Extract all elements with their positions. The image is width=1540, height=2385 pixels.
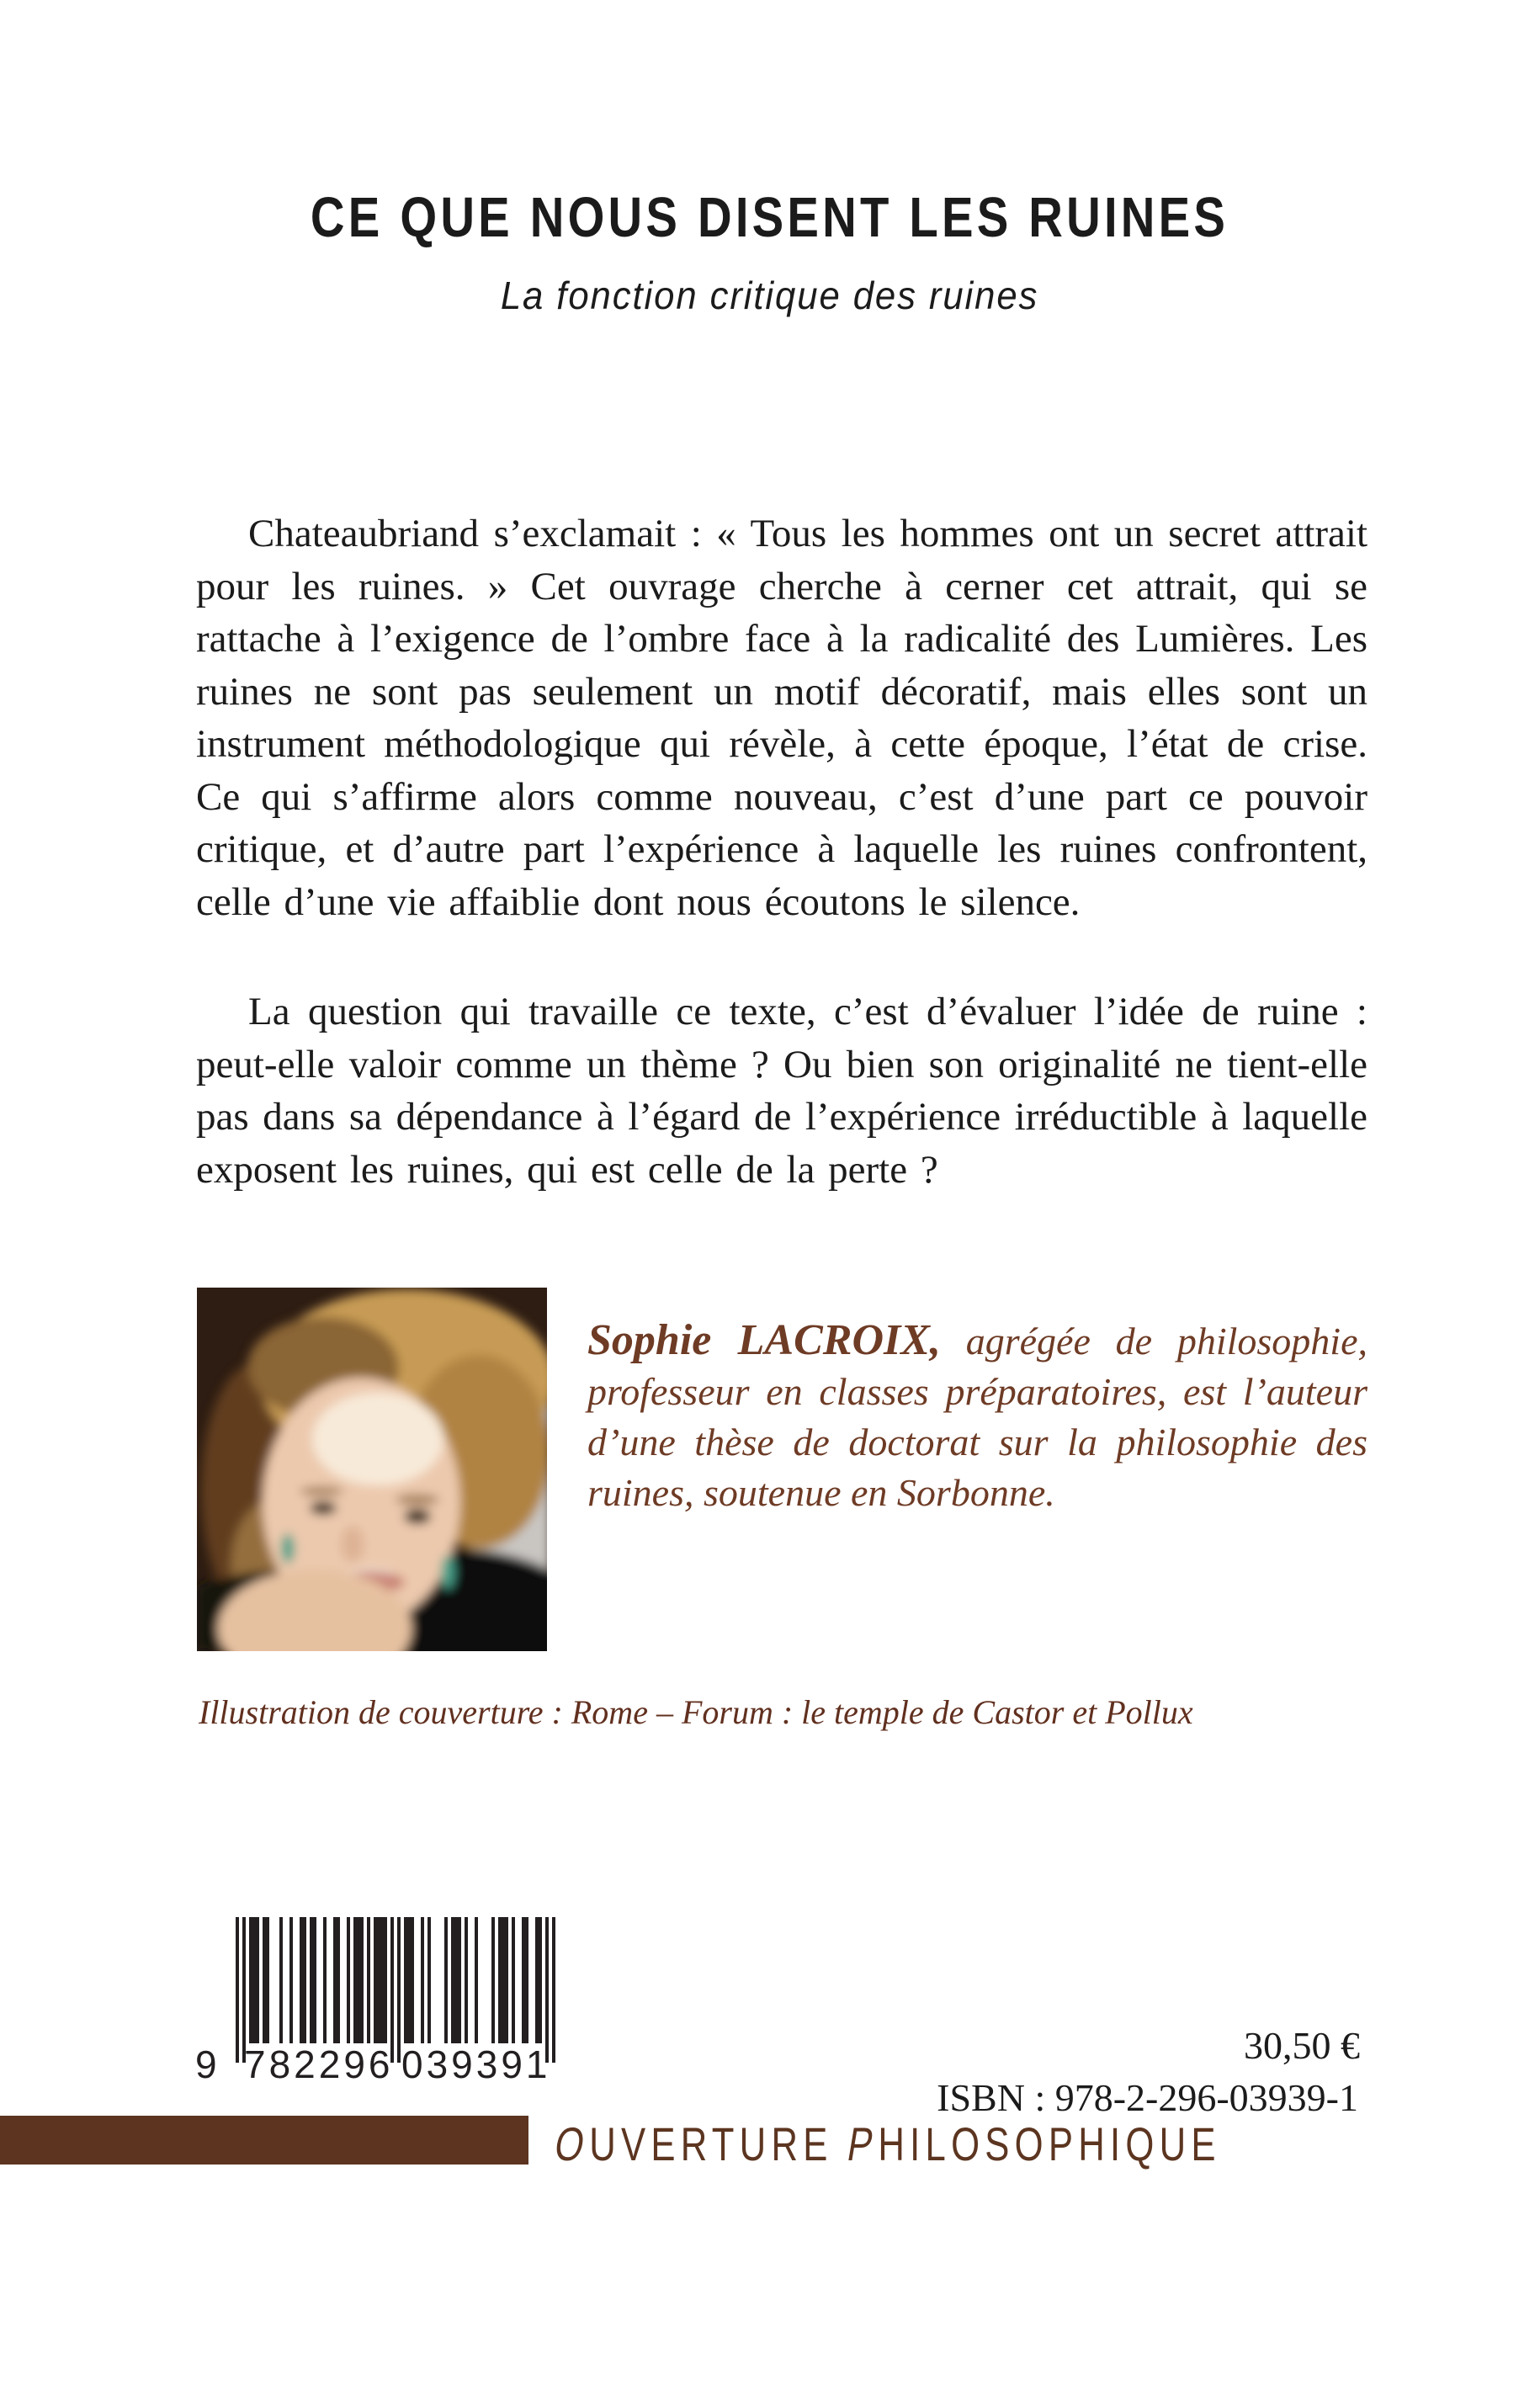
isbn-label: ISBN : 978-2-296-03939-1 xyxy=(937,2076,1358,2119)
barcode-digit-lead: 9 xyxy=(195,2042,220,2086)
author-portrait-illustration xyxy=(197,1288,547,1651)
author-bio xyxy=(587,1315,1367,1518)
price-label: 30,50 € xyxy=(1244,2024,1360,2067)
series-title xyxy=(550,2117,1409,2170)
series-band-rectangle xyxy=(0,2116,528,2165)
barcode-bars xyxy=(236,1917,555,2063)
book-subtitle-text: La fonction critique des ruines xyxy=(501,274,1039,317)
book-title-text: CE QUE NOUS DISENT LES RUINES xyxy=(311,186,1229,249)
author-photo xyxy=(197,1288,547,1651)
book-title xyxy=(0,186,1540,249)
author-bio-text: agrégée de philosophie, professeur en classes préparatoires, est l’auteur d’une thèse de doctorat sur la philosophie des ruines, soutenue en Sorbonne. xyxy=(587,1320,1367,1514)
barcode-digit-group-2: 039391 xyxy=(401,2042,551,2086)
author-name: Sophie LACROIX, xyxy=(587,1316,941,1364)
cover-illustration-caption: Illustration de couverture : Rome – Forum : le temple de Castor et Pollux xyxy=(199,1693,1193,1731)
barcode xyxy=(195,1917,555,2086)
series-title-text: OUVERTURE PHILOSOPHIQUE xyxy=(550,2117,1221,2170)
blurb-paragraph-1: Chateaubriand s’exclamait : « Tous les hommes ont un secret attrait pour les ruines. » Cet ouvrage cherche à cerner cet attrait, qui se rattache à l’exigence de l’ombre face à la radicalité des Lumières. Les ruines ne sont pas seulement un motif décoratif, mais elles sont un instrument méthodologique qui révèle, à cette époque, l’état de crise. Ce qui s’affirme alors comme nouveau, c’est d’une part ce pouvoir critique, et d’autre part l’expérience à laquelle les ruines confrontent, celle d’une vie affaiblie dont nous écoutons le silence. xyxy=(196,512,1367,924)
barcode-digits xyxy=(195,2042,555,2086)
barcode-digit-group-1: 782296 xyxy=(244,2042,394,2086)
blurb-paragraph-2: La question qui travaille ce texte, c’est d’évaluer l’idée de ruine : peut-elle valoir comme un thème ? Ou bien son originalité ne tient-elle pas dans sa dépendance à l’égard de l’expérience irréductible à laquelle exposent les ruines, qui est celle de la perte ? xyxy=(196,990,1367,1192)
book-subtitle xyxy=(0,276,1540,315)
